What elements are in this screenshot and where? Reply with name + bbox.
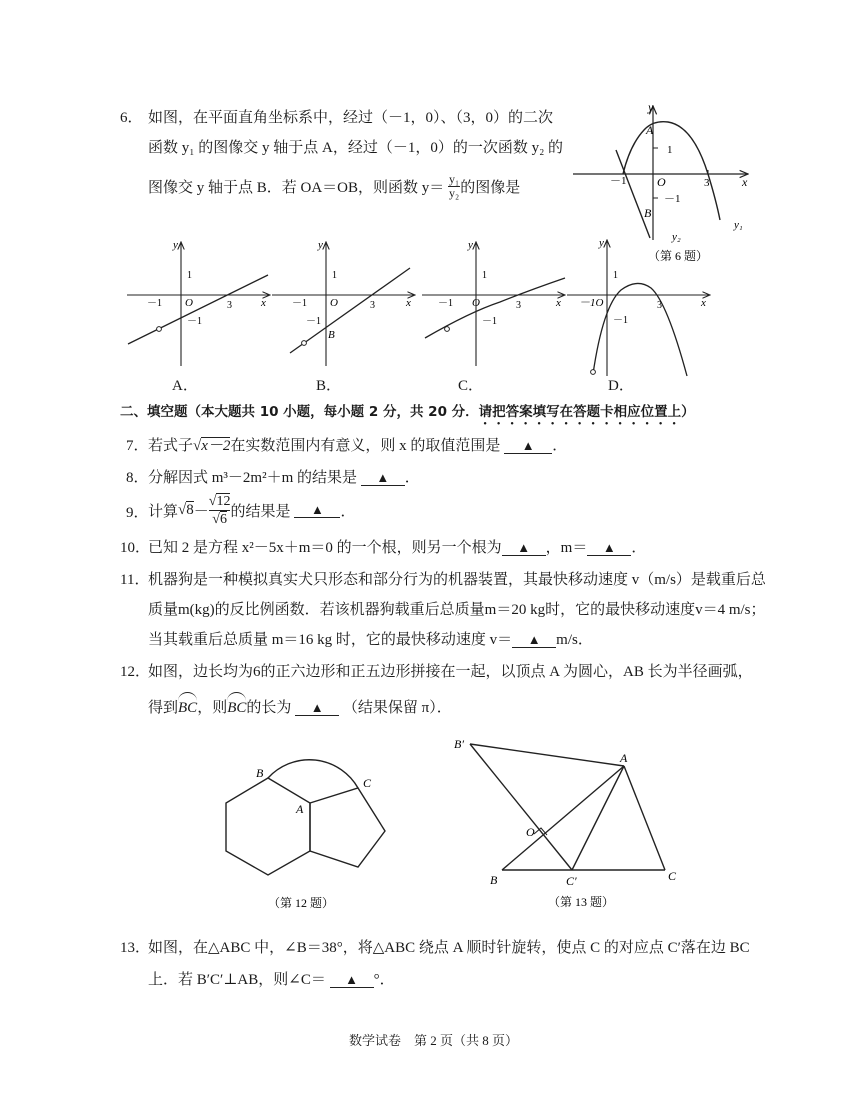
q12-figure <box>220 745 400 915</box>
q8-text <box>148 468 420 488</box>
opt-c-neg1x: －1 <box>438 298 453 309</box>
q8-main: 分解因式 m³－2m²＋m 的结果是 <box>148 470 357 486</box>
q6-fig-neg1-x: －1 <box>610 175 627 187</box>
q13-AB <box>502 766 624 870</box>
q13-BpA <box>470 744 624 766</box>
q8-number: 8． <box>126 470 149 486</box>
q11-answer-blank[interactable]: ▲ <box>512 633 556 648</box>
q11-line3-text: 当其载重后总质量 m＝16 kg 时，它的最快移动速度 v＝ <box>148 632 513 648</box>
q12-fig-C: C <box>363 776 372 790</box>
q12-fig-B: B <box>256 766 264 780</box>
q6-line1: 如图，在平面直角坐标系中，经过（－1，0）、（3，0）的二次 <box>148 110 554 126</box>
q13-fig-O: O <box>526 825 535 839</box>
q13-number: 13． <box>120 940 151 956</box>
opt-b-B: B <box>328 329 335 341</box>
opt-b-1: 1 <box>332 270 337 281</box>
q6-fig-x-label: x <box>742 175 748 189</box>
q6-fig-neg1-y: －1 <box>664 193 681 205</box>
q13-line2-end: °． <box>373 972 395 988</box>
q7-answer-blank[interactable]: ▲ <box>504 439 552 454</box>
option-b-label[interactable]: B． <box>316 378 342 394</box>
q9-sqrt8-radicand: 8 <box>186 501 194 518</box>
option-d-label[interactable]: D． <box>608 378 634 394</box>
q12-pentagon <box>310 788 385 867</box>
q13-fig-Bp: B′ <box>454 737 464 751</box>
q12-line2-end: （结果保留 π）． <box>342 700 452 716</box>
q12-arc <box>268 760 358 788</box>
q9-fraction: √12 √6 <box>208 493 231 527</box>
q6-option-c-graph[interactable] <box>420 238 570 388</box>
q13-fig-C: C <box>668 869 677 883</box>
q13-line2 <box>148 970 395 990</box>
q7-post: 在实数范围内有意义，则 x 的取值范围是 <box>230 438 501 454</box>
opt-a-x: x <box>261 297 266 309</box>
q12-fig-A: A <box>296 802 304 816</box>
q6-option-b-graph[interactable] <box>270 238 420 388</box>
q12-line1: 如图，边长均为6的正六边形和正五边形拼接在一起，以顶点 A 为圆心，AB 长为半径画弧， <box>148 664 753 680</box>
q11-line2: 质量m(kg)的反比例函数．若该机器狗载重后总质量m＝20 kg时，它的最快移动速度v＝4 m/s； <box>148 602 766 618</box>
q10-end: ． <box>631 540 647 556</box>
q9-frac-top: 12 <box>216 493 231 509</box>
q10-text <box>148 538 646 558</box>
q9-pre: 计算 <box>148 503 179 520</box>
q13-answer-blank[interactable]: ▲ <box>330 973 374 988</box>
q9-end: ． <box>340 503 356 520</box>
q12-line2 <box>148 698 452 718</box>
q10-number: 10． <box>120 540 151 556</box>
q12-arc-2-text: BC <box>227 700 247 716</box>
q6-fig-3: 3 <box>704 177 710 189</box>
opt-a-y: y <box>173 239 178 251</box>
q13-fig-Cp: C′ <box>566 874 577 888</box>
opt-c-neg1y: －1 <box>482 316 497 327</box>
q13-line2-pre: 上．若 B′C′⊥AB，则∠C＝ <box>148 972 326 988</box>
section2-title-end: ） <box>681 404 695 420</box>
q7-sqrt: √x－2 <box>193 438 231 454</box>
q6-line-y2 <box>616 150 650 238</box>
q13-fig-B: B <box>490 873 498 887</box>
q7-end: ． <box>552 438 568 454</box>
opt-b-y: y <box>318 239 323 251</box>
q7-pre: 若式子 <box>148 438 194 454</box>
q12-arc-1-text: BC <box>178 700 198 716</box>
section2-title-dotted: 请把答案填写在答题卡相应位置上 <box>478 404 682 420</box>
q6-fig-y1: y₁ <box>734 219 743 231</box>
q9-sqrt8: √8 <box>178 501 194 518</box>
q12-number: 12． <box>120 664 151 680</box>
q11-line1: 机器狗是一种模拟真实犬只形态和部分行为的机器装置，其最快移动速度 v（m/s）是载重后总 <box>148 572 766 588</box>
q12-arc-2 <box>227 698 246 718</box>
q9-text <box>148 490 355 530</box>
q11-number: 11． <box>120 572 150 588</box>
q10-mid: ，m＝ <box>545 540 588 556</box>
opt-b-3: 3 <box>370 300 375 311</box>
q6-fig-A: A <box>646 123 654 137</box>
section2-title-main: 二、填空题（本大题共 10 小题，每小题 2 分，共 20 分． <box>120 404 479 420</box>
q11-line3 <box>148 630 593 650</box>
opt-b-neg1y: －1 <box>306 316 321 327</box>
q6-option-d-graph[interactable] <box>565 236 715 386</box>
opt-a-O: O <box>185 297 193 309</box>
q6-option-a-graph[interactable] <box>125 238 275 388</box>
q7-number: 7． <box>126 438 149 454</box>
q6-fig-O: O <box>657 175 666 189</box>
option-c-label[interactable]: C． <box>458 378 484 394</box>
q13-figure <box>450 730 690 915</box>
q10-answer-blank-2[interactable]: ▲ <box>587 541 631 556</box>
q6-fig-y2: y₂ <box>672 231 681 243</box>
opt-c-1: 1 <box>482 270 487 281</box>
q13-AC <box>624 766 665 870</box>
q6-fig-y-label: y <box>648 100 654 114</box>
opt-b-neg1x: －1 <box>292 298 307 309</box>
q6-line3 <box>148 172 521 202</box>
q6-fig-1: 1 <box>667 144 673 156</box>
q6-fig-caption: （第 6 题） <box>648 249 709 263</box>
page-footer: 数学试卷 第 2 页（共 8 页） <box>348 1033 518 1048</box>
opt-c-3: 3 <box>516 300 521 311</box>
q12-line2-mid: ，则 <box>197 700 228 716</box>
q9-number: 9． <box>126 505 149 521</box>
opt-c-x: x <box>556 297 561 309</box>
q13-line1: 如图，在△ABC 中，∠B＝38°，将△ABC 绕点 A 顺时针旋转，使点 C 的对应点 C′落在边 BC <box>148 940 750 956</box>
q12-line2-pre: 得到 <box>148 700 179 716</box>
opt-c-y: y <box>468 239 473 251</box>
opt-a-neg1y: －1 <box>187 316 202 327</box>
opt-a-3: 3 <box>227 300 232 311</box>
q9-post: 的结果是 <box>230 503 291 520</box>
q12-arc-1 <box>178 698 197 718</box>
opt-d-x: x <box>701 297 706 309</box>
q10-answer-blank-1[interactable]: ▲ <box>502 541 546 556</box>
q9-minus: － <box>193 503 209 520</box>
q6-frac-bot: y₂ <box>449 186 460 200</box>
q6-line3-post: 的图像是 <box>460 179 521 196</box>
opt-c-O: O <box>472 297 480 309</box>
q6-frac-top: y₁ <box>449 172 460 186</box>
opt-a-1: 1 <box>187 270 192 281</box>
q13-ACp <box>572 766 624 870</box>
q13-fig-A: A <box>620 751 628 765</box>
q10-main: 已知 2 是方程 x²－5x＋m＝0 的一个根，则另一个根为 <box>148 540 502 556</box>
q13-fig-caption: （第 13 题） <box>548 895 615 909</box>
q7-radicand: x－2 <box>201 438 231 454</box>
option-a-label[interactable]: A． <box>172 378 198 394</box>
q12-line2-post: 的长为 <box>246 700 292 716</box>
q12-answer-blank[interactable]: ▲ <box>295 701 339 716</box>
q6-fraction <box>448 173 460 200</box>
q12-fig-caption: （第 12 题） <box>268 896 335 910</box>
opt-d-y: y <box>599 237 604 249</box>
opt-d-neg1y: －1 <box>613 315 628 326</box>
q6-line2: 函数 y₁ 的图像交 y 轴于点 A，经过（－1，0）的一次函数 y₂ 的 <box>148 140 564 156</box>
q12-hexagon <box>226 778 310 875</box>
q9-frac-bot: 6 <box>219 511 227 527</box>
q6-line3-pre: 图像交 y 轴于点 B．若 OA＝OB，则函数 y＝ <box>148 179 445 196</box>
opt-a-neg1x: －1 <box>147 298 162 309</box>
opt-d-3: 3 <box>657 300 662 311</box>
q9-answer-blank[interactable]: ▲ <box>294 503 340 518</box>
opt-d-1: 1 <box>613 270 618 281</box>
section2-title <box>120 402 695 428</box>
q8-end: ． <box>404 470 420 486</box>
opt-b-O: O <box>330 297 338 309</box>
q11-unit: m/s． <box>556 632 593 648</box>
opt-b-x: x <box>406 297 411 309</box>
q7-text <box>148 436 567 456</box>
opt-d-O: －1O <box>579 297 604 309</box>
q6-fig-B: B <box>644 206 652 220</box>
q6-number: 6． <box>120 110 143 126</box>
q8-answer-blank[interactable]: ▲ <box>361 471 405 486</box>
q13-BpCp <box>470 744 572 870</box>
